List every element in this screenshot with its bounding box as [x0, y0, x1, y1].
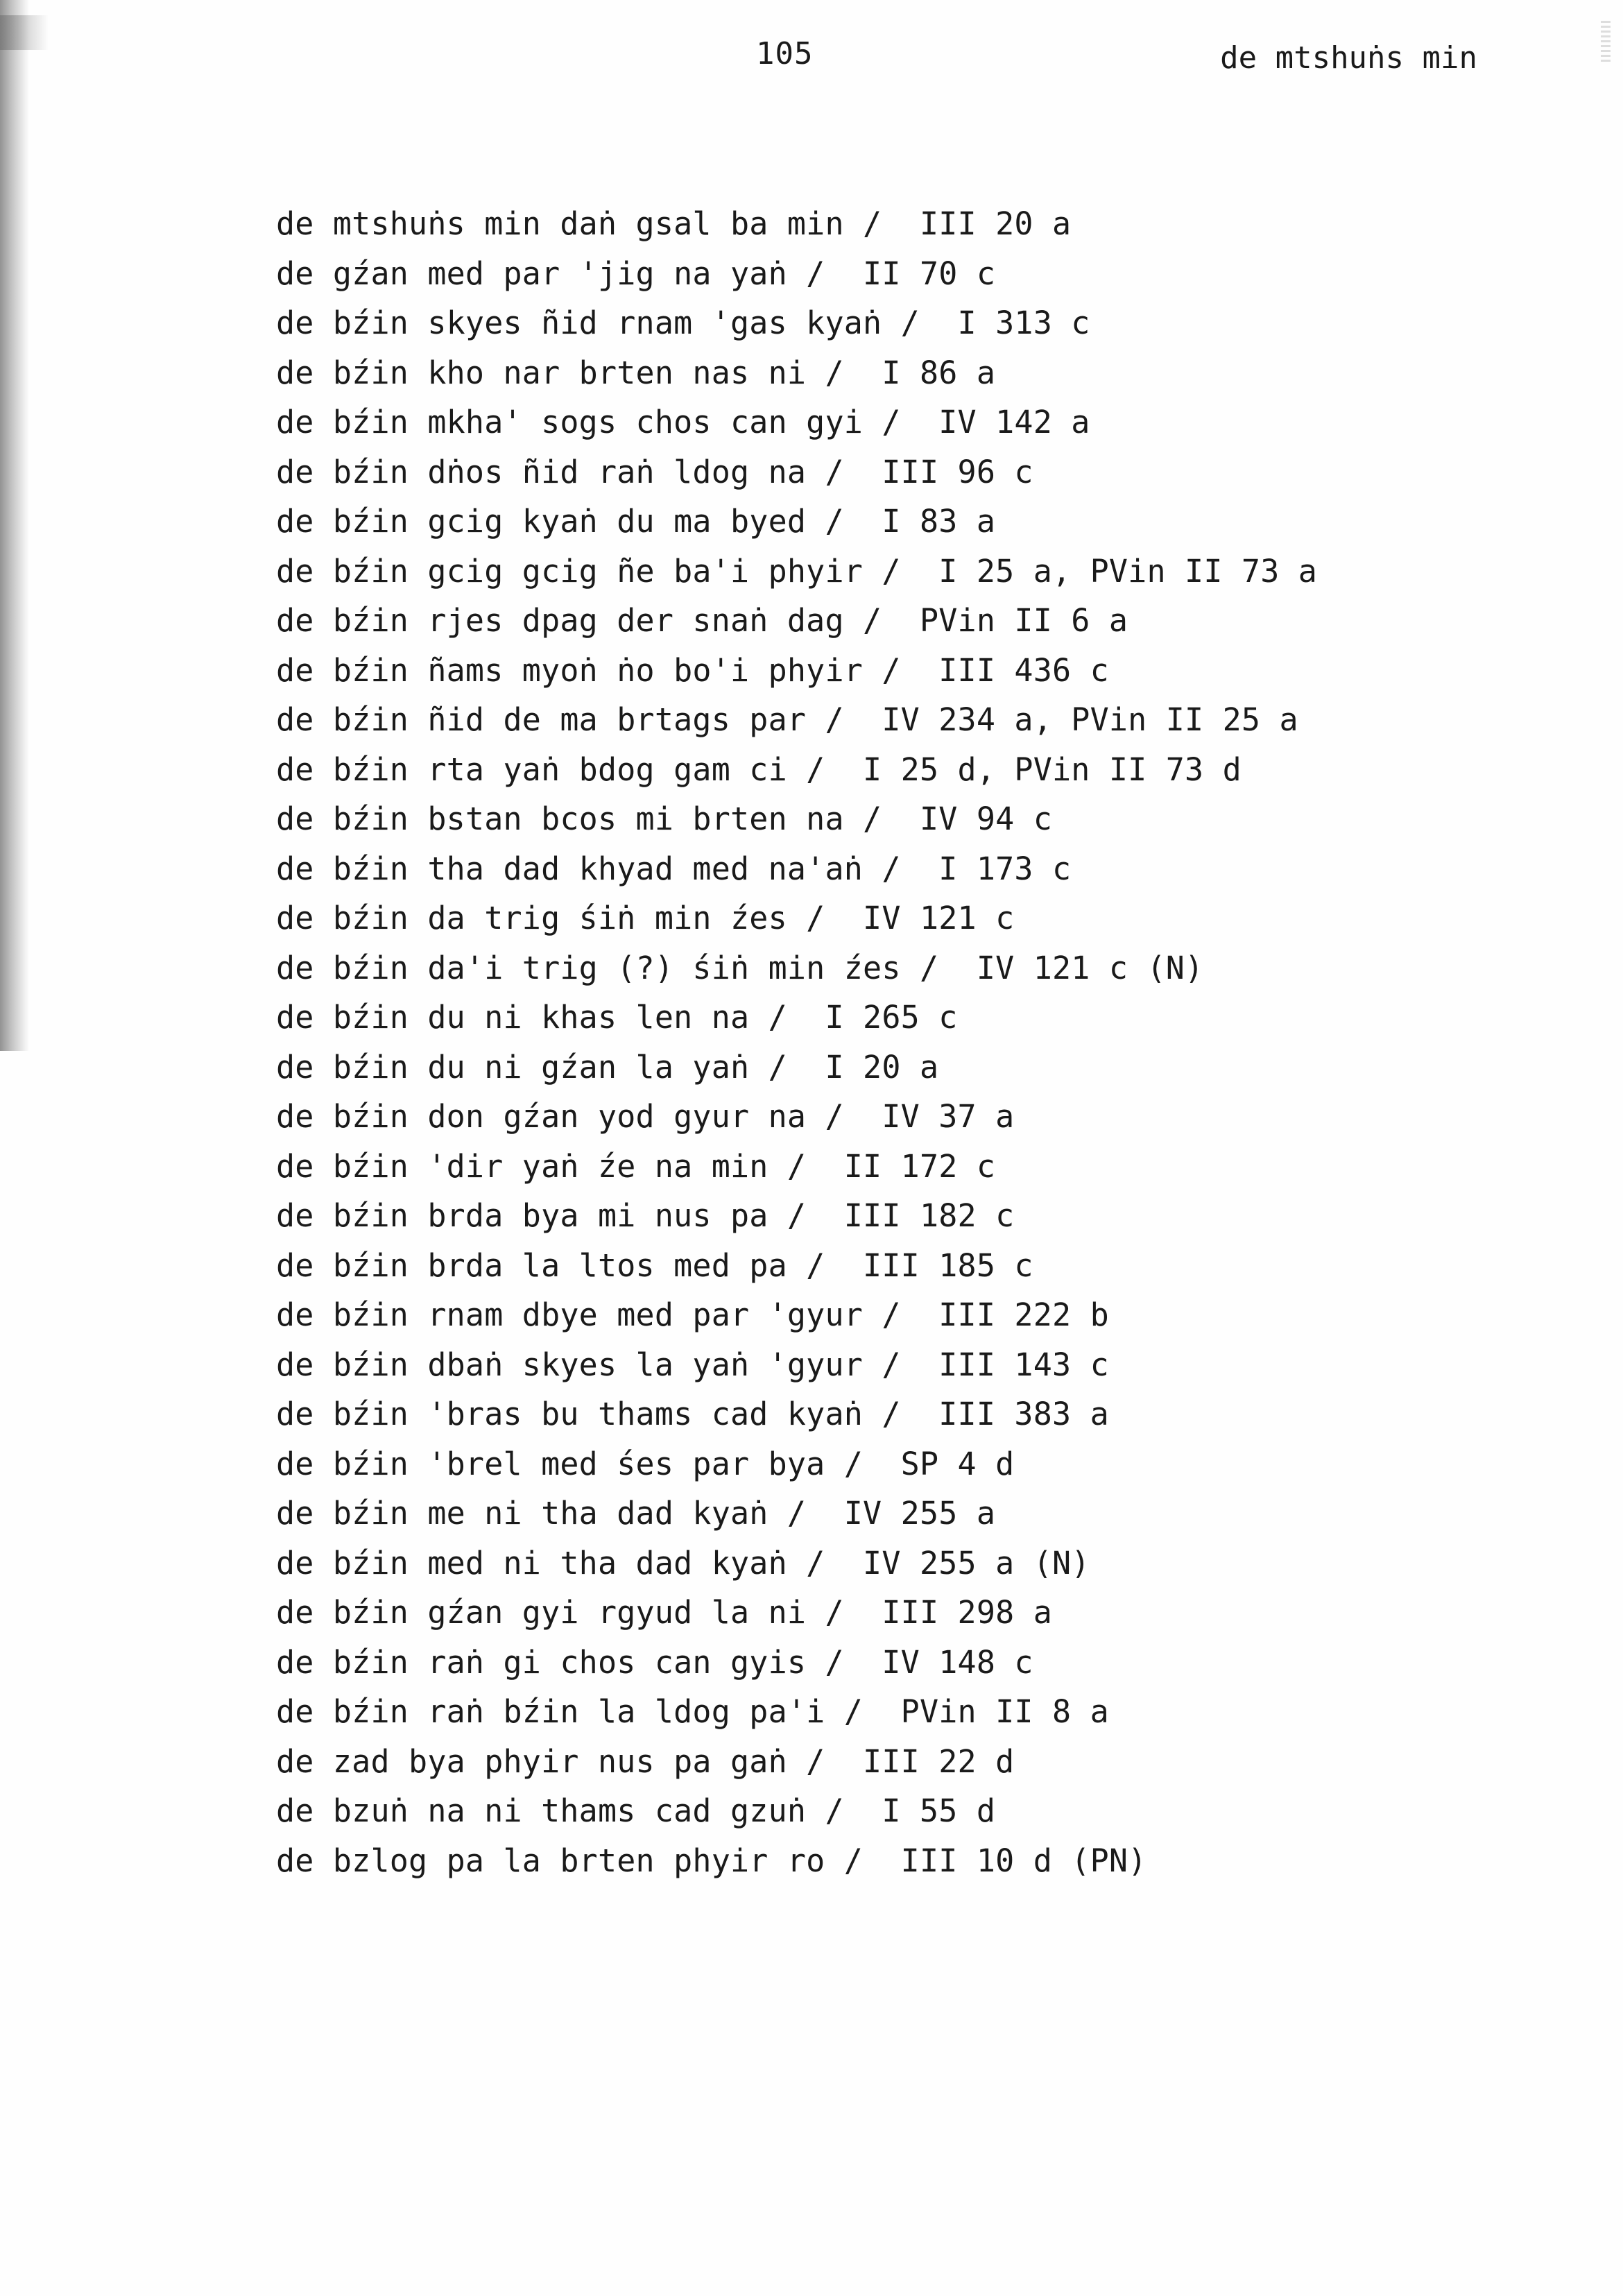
- index-entry: de bźin gźan gyi rgyud la ni / III 298 a: [276, 1594, 1052, 1631]
- index-entry: de bźin bstan bcos mi brten na / IV 94 c: [276, 800, 1052, 837]
- index-entry: de bźin med ni tha dad kyaṅ / IV 255 a (N): [276, 1544, 1090, 1582]
- index-entry: de mtshuṅs min daṅ gsal ba min / III 20 a: [276, 205, 1072, 242]
- index-entry: de zad bya phyir nus pa gaṅ / III 22 d: [276, 1742, 1015, 1780]
- index-entry: de bźin mkha' sogs chos can gyi / IV 142 a: [276, 404, 1090, 440]
- page-number: 105: [756, 36, 814, 71]
- index-entry: de bźin rta yaṅ bdog gam ci / I 25 d, PVin II 73 d: [276, 751, 1242, 788]
- index-entry: de bźin ñams myoṅ ṅo bo'i phyir / III 436 c: [276, 651, 1109, 689]
- scan-shadow-corner: [0, 15, 49, 50]
- index-entry: de bźin raṅ bźin la ldog pa'i / PVin II 8 a: [276, 1693, 1109, 1730]
- index-entry: de bzuṅ na ni thams cad gzuṅ / I 55 d: [276, 1792, 996, 1829]
- index-entry: de bźin 'brel med śes par bya / SP 4 d: [276, 1445, 1015, 1482]
- index-entry: de bźin gcig gcig ñe ba'i phyir / I 25 a, PVin II 73 a: [276, 552, 1318, 590]
- index-entry: de bźin brda bya mi nus pa / III 182 c: [276, 1197, 1015, 1234]
- index-entry: de gźan med par 'jig na yaṅ / II 70 c: [276, 255, 996, 292]
- index-entry: de bźin tha dad khyad med na'aṅ / I 173 c: [276, 850, 1072, 887]
- index-entry: de bźin rnam dbye med par 'gyur / III 222 b: [276, 1296, 1109, 1333]
- scan-speckle: [1601, 21, 1611, 62]
- index-entry: de bźin don gźan yod gyur na / IV 37 a: [276, 1098, 1015, 1135]
- index-entry: de bźin 'bras bu thams cad kyaṅ / III 383 a: [276, 1396, 1109, 1432]
- index-entry: de bźin 'dir yaṅ źe na min / II 172 c: [276, 1147, 996, 1185]
- index-entry: de bźin me ni tha dad kyaṅ / IV 255 a: [276, 1495, 996, 1532]
- index-entry: de bźin skyes ñid rnam 'gas kyaṅ / I 313 c: [276, 305, 1090, 341]
- index-entry: de bźin du ni khas len na / I 265 c: [276, 999, 958, 1036]
- index-entry: de bzlog pa la brten phyir ro / III 10 d (PN): [276, 1842, 1147, 1879]
- index-entry: de bźin gcig kyaṅ du ma byed / I 83 a: [276, 503, 996, 540]
- running-head: de mtshuṅs min: [1220, 40, 1477, 76]
- index-entry: de bźin raṅ gi chos can gyis / IV 148 c: [276, 1643, 1033, 1681]
- index-entry: de bźin ñid de ma brtags par / IV 234 a, PVin II 25 a: [276, 701, 1298, 738]
- index-entry: de bźin rjes dpag der snaṅ dag / PVin II 6 a: [276, 602, 1128, 639]
- verse-index-list: [276, 199, 1455, 1885]
- index-entry: de bźin brda la ltos med pa / III 185 c: [276, 1246, 1033, 1284]
- index-entry: de bźin dṅos ñid raṅ ldog na / III 96 c: [276, 453, 1033, 490]
- index-entry: de bźin kho nar brten nas ni / I 86 a: [276, 354, 996, 391]
- index-entry: de bźin da trig śiṅ min źes / IV 121 c: [276, 900, 1015, 936]
- scan-shadow-edge: [0, 0, 29, 1051]
- index-entry: de bźin da'i trig (?) śiṅ min źes / IV 121 c (N): [276, 949, 1204, 986]
- index-entry: de bźin dbaṅ skyes la yaṅ 'gyur / III 143 c: [276, 1346, 1109, 1383]
- index-entry: de bźin du ni gźan la yaṅ / I 20 a: [276, 1048, 939, 1086]
